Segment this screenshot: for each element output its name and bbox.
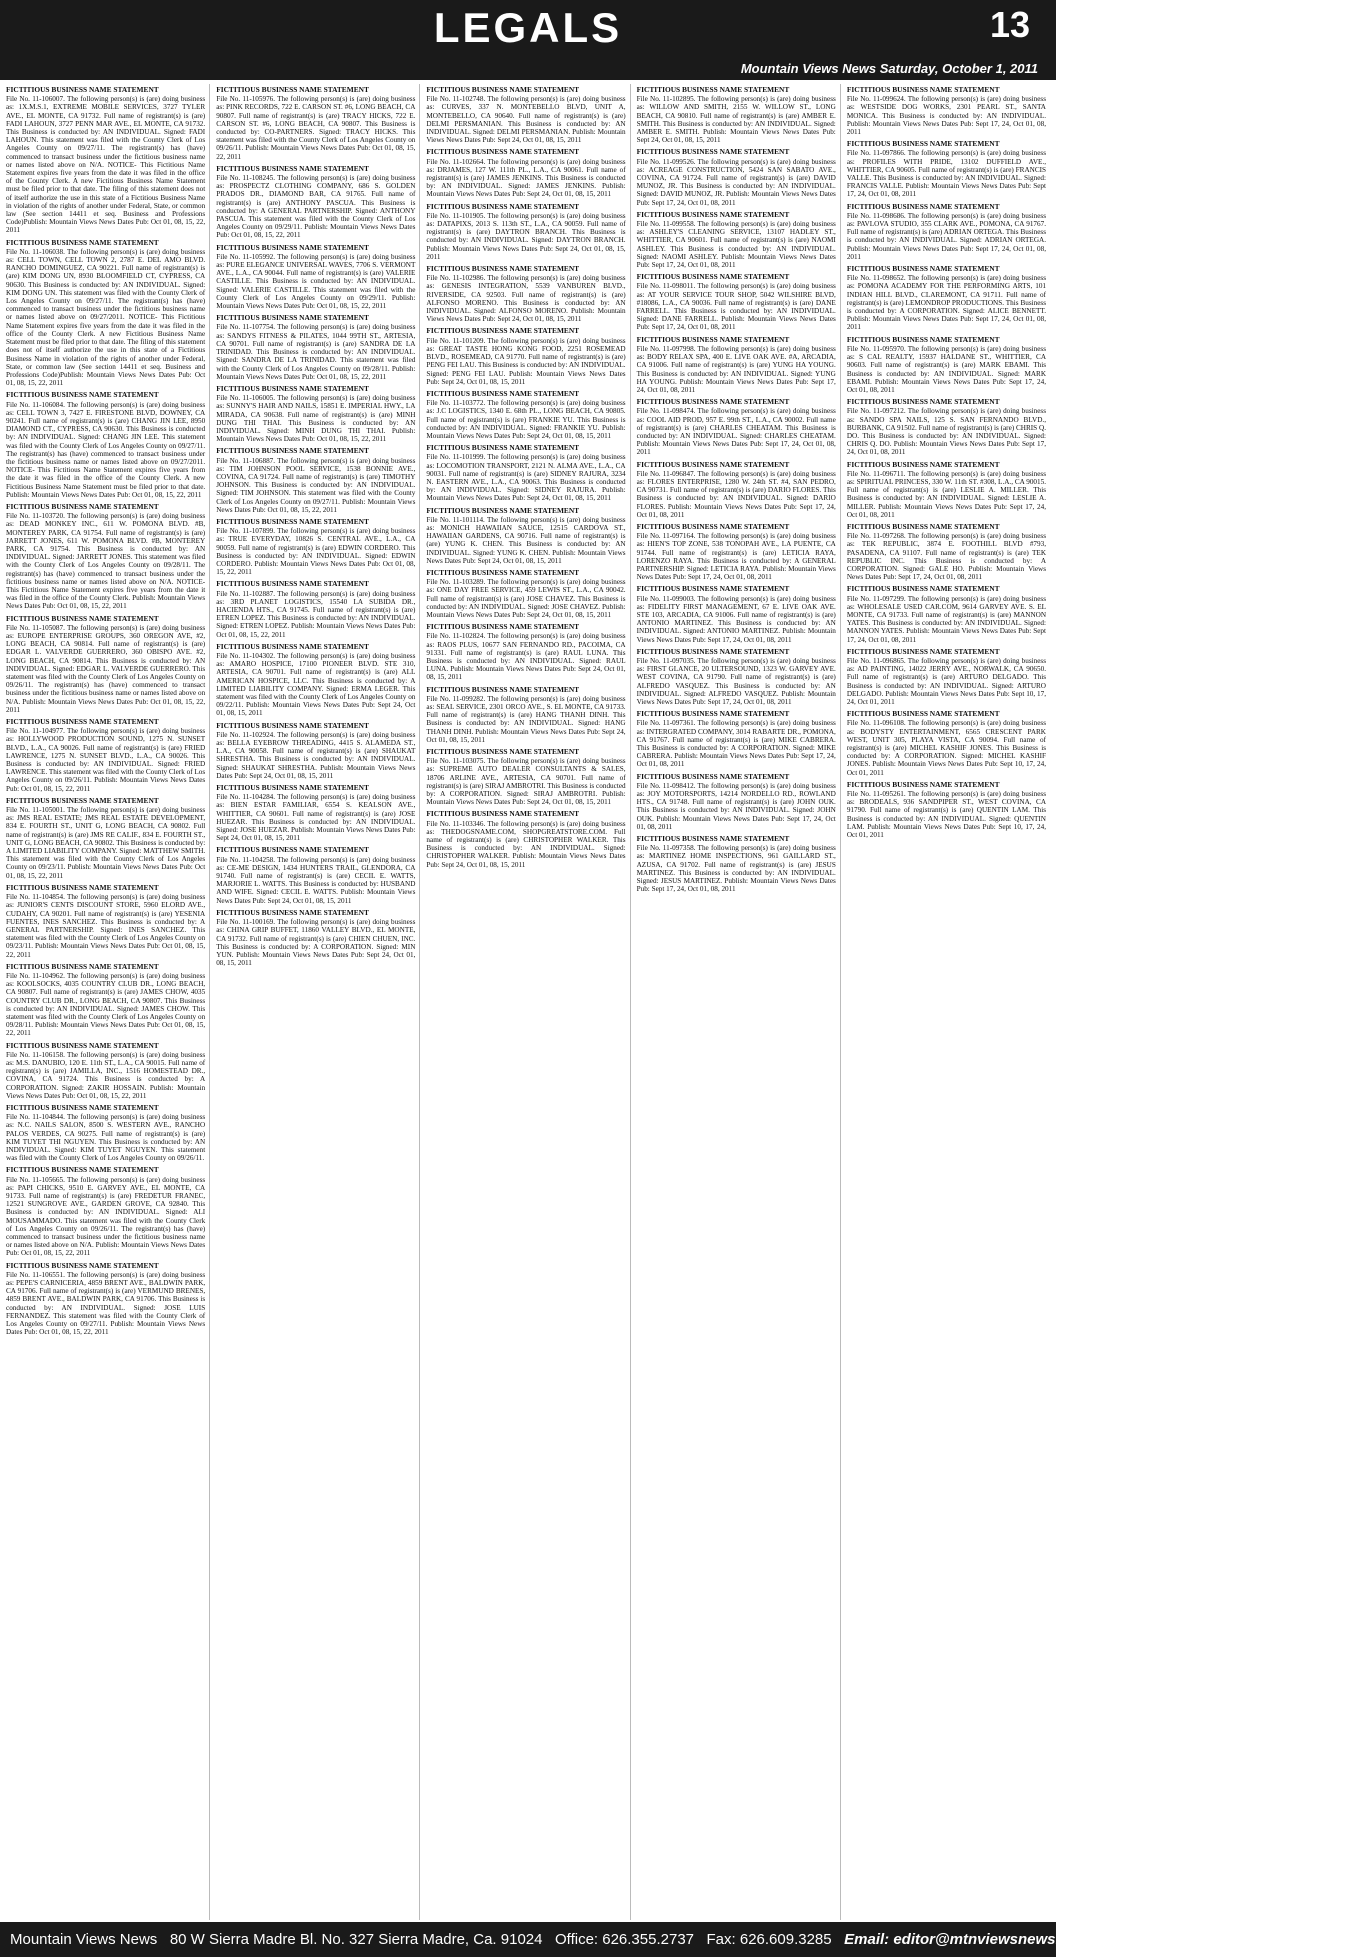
notice-heading: FICTITIOUS BUSINESS NAME STATEMENT	[6, 390, 159, 400]
notice-body: File No. 11-103772. The following person(s) is (are) doing business as: J.C LOGISTICS, 1340 E. 68th PL., LONG BEACH, CA 90805. Full name of registrant(s) is (are) FRANKIE YU. This Business is conducted by: AN INDIVIDUAL. Signed: FRANKIE YU. Publish: Mountain Views News Dates Pub: Sept 24, Oct 01, 08, 15, 2011	[426, 399, 626, 440]
legal-notice	[6, 391, 205, 499]
notice-heading: FICTITIOUS BUSINESS NAME STATEMENT	[846, 264, 1000, 274]
legal-notice	[847, 86, 1046, 136]
notice-body: File No. 11-107754. The following person(s) is (are) doing business as: SANDYS FITNESS & PILATES, 1044 99TH ST., ARTESIA, CA 90701. Full name of registrant(s) is (are) SANDRA DE LA TRINIDAD. This Business is conducted by: AN INDIVIDUAL. Signed: SANDRA DE LA TRINIDAD. This statement was filed with the County Clerk of Los Angeles County on 09/28/11. Publish: Mountain Views News Dates Pub: Oct 01, 08, 15, 22, 2011	[216, 323, 416, 381]
notice-heading: FICTITIOUS BUSINESS NAME STATEMENT	[426, 326, 580, 336]
legal-notice	[426, 569, 625, 619]
legal-notice	[216, 722, 415, 780]
notice-heading: FICTITIOUS BUSINESS NAME STATEMENT	[636, 584, 790, 594]
notice-heading: FICTITIOUS BUSINESS NAME STATEMENT	[426, 147, 580, 157]
notice-body: File No. 11-097164. The following person(s) is (are) doing business as: HIEN'S TOP ZONE, 538 TONOPAH AVE., LA PUENTE, CA 91744. Full name of registrant(s) is (are) LETICIA RAYA, LORENZO RAYA. This Business is conducted by: A GENERAL PARTNERSHIP. Signed: LETICIA RAYA. Publish: Mountain Views News Dates Pub: Sept 17, 24, Oct 01, 08, 2011	[636, 532, 836, 582]
notice-heading: FICTITIOUS BUSINESS NAME STATEMENT	[216, 163, 369, 173]
notice-body: File No. 11-103346. The following person(s) is (are) doing business as: THEDOGSNAME.COM, SHOPGREATSTORE.COM. Full name of registrant(s) is (are) CHRISTOPHER WALKER. This Business is conducted by: AN INDIVIDUAL. Signed: CHRISTOPHER WALKER. Publish: Mountain Views News Dates Pub: Sept 24, Oct 01, 08, 15, 2011	[426, 819, 626, 869]
notice-heading: FICTITIOUS BUSINESS NAME STATEMENT	[846, 646, 1000, 656]
notice-body: File No. 11-103075. The following person(s) is (are) doing business as: SUPREME AUTO DEALER CONSULTANTS & SALES, 18706 ARLINE AVE., ARTESIA, CA 90701. Full name of registrant(s) is (are) SIRAJ AMBROTRI. This Business is conducted by: A CORPORATION. Signed: SIRAJ AMBROTRI. Publish: Mountain Views News Dates Pub: Sept 24, Oct 01, 08, 15, 2011	[426, 757, 626, 807]
notice-body: File No. 11-105001. The following person(s) is (are) doing business as: JMS REAL ESTATE; JMS REAL ESTATE DEVELOPMENT, 834 E. FOURTH ST., UNIT G, LONG BEACH, CA 90802. Full name of registrant(s) is (are) JMS RE CALIF., 834 E. FOURTH ST., UNIT G, LONG BEACH, CA 90802. This Business is conducted by: A LIMITED LIABILITY COMPANY. Signed: MATTHEW SMITH. This statement was filed with the County Clerk of Los Angeles County on 09/23/11. Publish: Mountain Views News Dates Pub: Oct 01, 08, 15, 22, 2011	[6, 806, 206, 880]
notice-body: File No. 11-101905. The following person(s) is (are) doing business as: DATAPIXS, 2013 S. 113th ST., L.A., CA 90059. Full name of registrant(s) is (are) DAYTRON BRANCH. This Business is conducted by: AN INDIVIDUAL. Signed: DAYTRON BRANCH. Publish: Mountain Views News Dates Pub: Sept 24, Oct 01, 08, 15, 2011	[426, 211, 626, 261]
legal-notice	[847, 398, 1046, 456]
notice-heading: FICTITIOUS BUSINESS NAME STATEMENT	[636, 834, 790, 844]
legal-notice	[6, 503, 205, 611]
notice-body: File No. 11-098011. The following person(s) is (are) doing business as: AT YOUR SERVICE TOUR SHOP, 5042 WILSHIRE BLVD, #18086, L.A., CA 90036. Full name of registrant(s) is (are) DANE FARRELL. This Business is conducted by: AN INDIVIDUAL. Signed: DANE FARRELL. Publish: Mountain Views News Dates Pub: Sept 17, 24, Oct 01, 08, 2011	[636, 282, 836, 332]
notice-heading: FICTITIOUS BUSINESS NAME STATEMENT	[846, 85, 1000, 94]
notice-heading: FICTITIOUS BUSINESS NAME STATEMENT	[846, 779, 1000, 789]
notice-body: File No. 11-105992. The following person(s) is (are) doing business as: PURE ELEGANCE UNIVERSAL WAVES, 7706 S. VERMONT AVE., L.A., CA 90044. Full name of registrant(s) is (are) VALERIE CASTILLE. This Business is conducted by: AN INDIVIDUAL. Signed: VALERIE CASTILLE. This statement was filed with the County Clerk of Los Angeles County on 09/29/11. Publish: Mountain Views News Dates Pub: Oct 01, 08, 15, 22, 2011	[216, 252, 416, 311]
notice-heading: FICTITIOUS BUSINESS NAME STATEMENT	[636, 646, 790, 656]
notice-body: File No. 11-108245. The following person(s) is (are) doing business as: PROSPECTZ CLOTHING COMPANY, 686 S. GOLDEN PRADOS DR., DIAMOND BAR, CA 91765. Full name of registrant(s) is (are) ANTHONY PASCUA. This Business is conducted by: A GENERAL PARTNERSHIP. Signed: ANTHONY PASCUA. This statement was filed with the County Clerk of Los Angeles County on 09/29/11. Publish: Mountain Views News Dates Pub: Oct 01, 08, 15, 22, 2011	[216, 174, 416, 240]
legal-notice	[637, 773, 836, 831]
notice-heading: FICTITIOUS BUSINESS NAME STATEMENT	[426, 747, 580, 757]
legal-notice	[426, 265, 625, 323]
notice-body: File No. 11-097358. The following person(s) is (are) doing business as: MARTINEZ HOME INSPECTIONS, 961 GAILLARD ST., AZUSA, CA 91702. Full name of registrant(s) is (are) JESUS MARTINEZ. This Business is conducted by: AN INDIVIDUAL. Signed: JESUS MARTINEZ. Publish: Mountain Views News Dates Pub: Sept 17, 24, Oct 01, 08, 2011	[636, 844, 836, 894]
notice-body: File No. 11-104844. The following person(s) is (are) doing business as: N.C. NAILS SALON, 8500 S. WESTERN AVE., RANCHO PALOS VERDES, CA 90275. Full name of registrant(s) is (are) KIM TUYET THI NGUYEN. This Business is conducted by: AN INDIVIDUAL. Signed: KIM TUYET NGUYEN. This statement was filed with the County Clerk of Los Angeles County on 09/26/11.	[6, 1113, 206, 1163]
column-1	[6, 84, 210, 1920]
notice-body: File No. 11-101209. The following person(s) is (are) doing business as: GREAT TASTE HONG KONG FOOD, 2251 ROSEMEAD BLVD., ROSEMEAD, CA 91770. Full name of registrant(s) is (are) PENG FEI LAU. This Business is conducted by: AN INDIVIDUAL. Signed: PENG FEI LAU. Publish: Mountain Views News Dates Pub: Sept 24, Oct 01, 08, 15, 2011	[426, 336, 626, 386]
footer-office: Office: 626.355.2737	[555, 1931, 694, 1948]
legal-notice	[847, 140, 1046, 198]
legal-notice	[216, 165, 415, 240]
footer-website[interactable]: Website: www.mtnviewsnews.com	[1103, 1931, 1349, 1948]
footer-masthead: Mountain Views News	[10, 1931, 158, 1948]
legal-notice	[216, 447, 415, 514]
legal-notice	[216, 244, 415, 311]
notice-heading: FICTITIOUS BUSINESS NAME STATEMENT	[216, 242, 369, 252]
notice-body: File No. 11-102986. The following person(s) is (are) doing business as: GENESIS INTEGRATION, 5539 VANBUREN BLVD., RIVERSIDE, CA 92503. Full name of registrant(s) is (are) ALFONSO MORENO. This Business is conducted by: AN INDIVIDUAL. Signed: ALFONSO MORENO. Publish: Mountain Views News Dates Pub: Sept 24, Oct 01, 08, 15, 2011	[426, 274, 626, 324]
notice-heading: FICTITIOUS BUSINESS NAME STATEMENT	[846, 521, 1000, 531]
notice-body: File No. 11-096865. The following person(s) is (are) doing business as: AD PAINTING, 14022 JERRY AVE., NORWALK, CA 90650. Full name of registrant(s) is (are) ARTURO DELGADO. This Business is conducted by: AN INDIVIDUAL. Signed: ARTURO DELGADO. Publish: Mountain Views News Dates Pub: Sept 10, 17, 24, Oct 01, 2011	[846, 657, 1047, 707]
notice-heading: FICTITIOUS BUSINESS NAME STATEMENT	[6, 1102, 159, 1112]
legal-notice	[847, 523, 1046, 581]
notice-body: File No. 11-104284. The following person(s) is (are) doing business as: BIEN ESTAR FAMILIAR, 6554 S. KEALSON AVE., WHITTIER, CA 90601. Full name of registrant(s) is (are) JOSE HUEZAR. This Business is conducted by: AN INDIVIDUAL. Signed: JOSE HUEZAR. Publish: Mountain Views News Dates Pub: Sept 24, Oct 01, 08, 15, 2011	[216, 793, 416, 843]
notice-body: File No. 11-095970. The following person(s) is (are) doing business as: S CAL REALTY, 15937 HALDANE ST., WHITTIER, CA 90603. Full name of registrant(s) is (are) MARK EBAMI. This Business is conducted by: AN INDIVIDUAL. Signed: MARK EBAMI. Publish: Mountain Views News Dates Pub: Sept 17, 24, Oct 01, 08, 2011	[846, 344, 1047, 394]
page-number: 13	[989, 4, 1030, 45]
column-5	[847, 84, 1050, 1920]
notice-body: File No. 11-097998. The following person(s) is (are) doing business as: BODY RELAX SPA, 400 E. LIVE OAK AVE. #A, ARCADIA, CA 91006. Full name of registrant(s) is (are) YUNG HA YOUNG. This Business is conducted by: AN INDIVIDUAL. Signed: YUNG HA YOUNG. Publish: Mountain Views News Dates Pub: Sept 17, 24, Oct 01, 08, 2011	[636, 344, 836, 394]
legal-notice	[6, 1262, 205, 1337]
footer-fax: Fax: 626.609.3285	[706, 1931, 832, 1948]
notice-body: File No. 11-097212. The following person(s) is (are) doing business as: SANDO SPA NAILS, 125 S. SAN FERNANDO BLVD., BURBANK, CA 91502. Full name of registrant(s) is (are) CHRIS Q. DO. This Business is conducted by: AN INDIVIDUAL. Signed: CHRIS Q. DO. Publish: Mountain Views News Dates Pub: Sept 17, 24, Oct 01, 08, 2011	[846, 407, 1047, 457]
notice-heading: FICTITIOUS BUSINESS NAME STATEMENT	[216, 313, 369, 323]
notice-body: File No. 11-099003. The following person(s) is (are) doing business as: FIDELITY FIRST MANAGEMENT, 67 E. LIVE OAK AVE. STE 103, ARCADIA, CA 91006. Full name of registrant(s) is (are) ANTONIO MARTINEZ. This Business is conducted by: AN INDIVIDUAL. Signed: ANTONIO MARTINEZ. Publish: Mountain Views News Dates Pub: Sept 17, 24, Oct 01, 08, 2011	[636, 594, 836, 644]
legal-notice	[6, 797, 205, 880]
notice-body: File No. 11-096108. The following person(s) is (are) doing business as: BODYSTY ENTERTAINMENT, 6565 CRESCENT PARK WEST, UNIT 305, PLAYA VISTA, CA 90094. Full name of registrant(s) is (are) MICHEL KASHIF JONES. This Business is conducted by: A CORPORATION. Signed: MICHEL KASHIF JONES. Publish: Mountain Views News Dates Pub: Sept 10, 17, 24, Oct 01, 2011	[846, 719, 1047, 777]
legal-notice	[847, 336, 1046, 394]
notice-body: File No. 11-101999. The following person(s) is (are) doing business as: LOCOMOTION TRANSPORT, 2121 N. ALMA AVE., L.A., CA 90031. Full name of registrant(s) is (are) SIDNEY RAJURA, 3234 N. EASTERN AVE., L.A., CA 90063. This Business is conducted by: AN INDIVIDUAL. Signed: SIDNEY RAJURA. Publish: Mountain Views News Dates Pub: Sept 24, Oct 01, 08, 15, 2011	[426, 453, 626, 503]
notice-heading: FICTITIOUS BUSINESS NAME STATEMENT	[846, 334, 1000, 344]
legal-notice	[426, 148, 625, 198]
notice-body: File No. 11-106551. The following person(s) is (are) doing business as: PEPE'S CARNICERIA, 4859 BRENT AVE., BALDWIN PARK, CA 91706. Full name of registrant(s) is (are) VERMUND BRENES, 4859 BRENT AVE., BALDWIN PARK, CA 91706. This Business is conducted by: AN INDIVIDUAL. Signed: JOSE LUIS FERNANDEZ. This statement was filed with the County Clerk of Los Angeles County on 09/27/11. Publish: Mountain Views News Dates Pub: Oct 01, 08, 15, 22, 2011	[6, 1270, 206, 1337]
notice-heading: FICTITIOUS BUSINESS NAME STATEMENT	[216, 907, 369, 917]
legal-notice	[6, 718, 205, 793]
column-3	[426, 84, 630, 1920]
notice-body: File No. 11-098652. The following person(s) is (are) doing business as: POMONA ACADEMY FOR THE PERFORMING ARTS, 101 INDIAN HILL BLVD., CLAREMONT, CA 91711. Full name of registrant(s) is (are) LEMONDROP PRODUCTIONS. This Business is conducted by: A CORPORATION. Signed: ALICE BENNETT. Publish: Mountain Views News Dates Pub: Sept 17, 24, Oct 01, 08, 2011	[846, 274, 1047, 332]
notice-heading: FICTITIOUS BUSINESS NAME STATEMENT	[6, 961, 159, 971]
notice-heading: FICTITIOUS BUSINESS NAME STATEMENT	[216, 783, 369, 793]
notice-heading: FICTITIOUS BUSINESS NAME STATEMENT	[426, 505, 580, 515]
masthead-bar	[0, 0, 1056, 58]
notice-heading: FICTITIOUS BUSINESS NAME STATEMENT	[426, 567, 580, 577]
notice-heading: FICTITIOUS BUSINESS NAME STATEMENT	[846, 397, 1000, 407]
notice-body: File No. 11-103289. The following person(s) is (are) doing business as: ONE DAY FREE SERVICE, 459 LEWIS ST., L.A., CA 90042. Full name of registrant(s) is (are) JOSE CHAVEZ. This Business is conducted by: AN INDIVIDUAL. Signed: JOSE CHAVEZ. Publish: Mountain Views News Dates Pub: Sept 24, Oct 01, 08, 15, 2011	[426, 578, 626, 619]
notice-heading: FICTITIOUS BUSINESS NAME STATEMENT	[216, 383, 369, 393]
column-4	[637, 84, 841, 1920]
section-title: LEGALS	[433, 4, 623, 51]
notice-heading: FICTITIOUS BUSINESS NAME STATEMENT	[6, 1260, 159, 1270]
notice-heading: FICTITIOUS BUSINESS NAME STATEMENT	[846, 201, 1000, 211]
notice-heading: FICTITIOUS BUSINESS NAME STATEMENT	[846, 139, 1000, 149]
legal-notice	[426, 390, 625, 440]
notice-body: File No. 11-097035. The following person(s) is (are) doing business as: FIRST GLANCE, 20 ULTERSOUND, 1323 W. GARVEY AVE. WEST COVINA, CA 91790. Full name of registrant(s) is (are) ALFREDO VASQUEZ. This Business is conducted by: AN INDIVIDUAL. Signed: ALFREDO VASQUEZ. Publish: Mountain Views News Dates Pub: Sept 17, 24, Oct 01, 08, 2011	[636, 657, 836, 707]
legal-notice	[216, 385, 415, 443]
notice-body: File No. 11-102748. The following person(s) is (are) doing business as: CURVES, 337 N. MONTEBELLO BLVD, UNIT A, MONTEBELLO, CA 90640. Full name of registrant(s) is (are) DELMI PERSMANIAN. This Business is conducted by: AN INDIVIDUAL. Signed: DELMI PERSMANIAN. Publish: Mountain Views News Dates Pub: Sept 24, Oct 01, 08, 15, 2011	[426, 95, 626, 145]
legal-notice	[637, 648, 836, 706]
legal-notice	[426, 203, 625, 261]
notice-body: File No. 11-099558. The following person(s) is (are) doing business as: ASHLEY'S CLEANING SERVICE, 13107 HADLEY ST., WHITTIER, CA 90601. Full name of registrant(s) is (are) NAOMI ASHLEY. This Business is conducted by: AN INDIVIDUAL. Signed: NAOMI ASHLEY. Publish: Mountain Views News Dates Pub: Sept 17, 24, Oct 01, 08, 2011	[636, 220, 836, 270]
notice-heading: FICTITIOUS BUSINESS NAME STATEMENT	[426, 85, 580, 94]
legal-notice	[216, 643, 415, 718]
legal-notice	[426, 810, 625, 868]
notice-heading: FICTITIOUS BUSINESS NAME STATEMENT	[6, 717, 159, 727]
legal-notice	[6, 615, 205, 714]
dateline-bar	[0, 58, 1056, 80]
notice-body: File No. 11-107899. The following person(s) is (are) doing business as: TRUE EVERYDAY, 10826 S. CENTRAL AVE., L.A., CA 90059. Full name of registrant(s) is (are) EDWIN CORDERO. This Business is conducted by: AN INDIVIDUAL. Signed: EDWIN CORDERO. Publish: Mountain Views News Dates Pub: Oct 01, 08, 15, 22, 2011	[216, 527, 416, 577]
notice-heading: FICTITIOUS BUSINESS NAME STATEMENT	[216, 516, 369, 526]
notice-body: File No. 11-099526. The following person(s) is (are) doing business as: ACREAGE CONSTRUCTION, 5424 SAN SABATO AVE., COVINA, CA 91724. Full name of registrant(s) is (are) DAVID MUNOZ, JR. This Business is conducted by: AN INDIVIDUAL. Signed: DAVID MUNOZ, JR. Publish: Mountain Views News Dates Pub: Sept 17, 24, Oct 01, 08, 2011	[636, 157, 836, 207]
notice-heading: FICTITIOUS BUSINESS NAME STATEMENT	[426, 684, 580, 694]
notice-heading: FICTITIOUS BUSINESS NAME STATEMENT	[636, 272, 790, 282]
notice-heading: FICTITIOUS BUSINESS NAME STATEMENT	[6, 237, 159, 247]
notice-heading: FICTITIOUS BUSINESS NAME STATEMENT	[426, 809, 580, 819]
footer-bar	[0, 1922, 1349, 1957]
notice-body: File No. 11-104977. The following person(s) is (are) doing business as: HOLLYWOOD PRODUCTION SOUND, 1275 N. SUNSET BLVD., L.A., CA 90026. Full name of registrant(s) is (are) FRIED LAWRENCE, 1275 N. SUNSET BLVD., L.A., CA 90026. This Business is conducted by: AN INDIVIDUAL. Signed: FRIED LAWRENCE. This statement was filed with the County Clerk of Los Angeles County on 09/26/11. Publish: Mountain Views News Dates Pub: Oct 01, 08, 15, 22, 2011	[6, 727, 206, 793]
notice-heading: FICTITIOUS BUSINESS NAME STATEMENT	[846, 584, 1000, 594]
notice-body: File No. 11-106158. The following person(s) is (are) doing business as: M.S. DANUBIO, 120 E. 11th ST., L.A., CA 90015. Full name of registrant(s) is (are) JAMILLA, INC., 1516 HOMESTEAD DR., COVINA, CA 91724. This Business is conducted by: A CORPORATION. Signed: ZAKIR HOSSAIN. Publish: Mountain Views News Dates Pub: Oct 01, 08, 15, 22, 2011	[6, 1050, 206, 1100]
legal-notice	[216, 314, 415, 381]
notice-body: File No. 11-105976. The following person(s) is (are) doing business as: PINK RECORDS, 722 E. CARSON ST. #6, LONG BEACH, CA 90807. Full name of registrant(s) is (are) TRACY HICKS, 722 E. CARSON ST. #6, LONG BEACH, CA 90807. This Business is conducted by: CO-PARTNERS. Signed: TRACY HICKS. This statement was filed with the County Clerk of Los Angeles County on 09/26/11. Publish: Mountain Views News Dates Pub: Oct 01, 08, 15, 22, 2011	[216, 95, 416, 161]
legal-notice	[216, 846, 415, 904]
legal-notice	[216, 909, 415, 967]
notice-body: File No. 11-102895. The following person(s) is (are) doing business as: WILLOW AND SMITH, 2155 W. WILLOW ST., LONG BEACH, CA 90810. Full name of registrant(s) is (are) AMBER E. SMITH. This Business is conducted by: AN INDIVIDUAL. Signed: AMBER E. SMITH. Publish: Mountain Views News Dates Pub: Sept 24, Oct 01, 08, 15, 2011	[636, 95, 836, 145]
legal-notice	[426, 748, 625, 806]
legal-notice	[6, 884, 205, 959]
legal-notice	[216, 518, 415, 576]
notice-heading: FICTITIOUS BUSINESS NAME STATEMENT	[216, 579, 369, 589]
legal-notice	[216, 86, 415, 161]
legal-notice	[637, 461, 836, 519]
notice-heading: FICTITIOUS BUSINESS NAME STATEMENT	[426, 388, 580, 398]
notice-body: File No. 11-097866. The following person(s) is (are) doing business as: PROFILES WITH PRIDE, 13102 DUFFIELD AVE., WHITTIER, CA 90605. Full name of registrant(s) is (are) FRANCIS VALLE. This Business is conducted by: AN INDIVIDUAL. Signed: FRANCIS VALLE. Publish: Mountain Views News Dates Pub: Sept 17, 24, Oct 01, 08, 2011	[846, 149, 1047, 199]
notice-body: File No. 11-106038. The following person(s) is (are) doing business as: CELL TOWN, CELL TOWN 2, 2787 E. DEL AMO BLVD. RANCHO DOMINGUEZ, CA 90221. Full name of registrant(s) is (are) KIM DONG UN, 8930 BLOOMFIELD CT, CYPRESS, CA 90630. This Business is conducted by: AN INDIVIDUAL. Signed: KIM DONG UN. This statement was filed with the County Clerk of Los Angeles County on 09/27/11. The registrant(s) has (have) commenced to transact business under the fictitious business name or names listed above on 09/27/2011. NOTICE- This Fictitious Name Statement expires five years from the date it was filed in the office of the County Clerk. A new Fictitious Business Name Statement must be filed prior to that date. The filing of this statement does not of itself authorize the use in this state of a Fictitious Business Name in violation of the rights of another under Federal, State, or common law (See section 14411 et seq. Business and Professions Code)Publish: Mountain Views News Dates Pub: Oct 01, 08, 15, 22, 2011	[6, 247, 206, 388]
notice-body: File No. 11-097268. The following person(s) is (are) doing business as: TEK REPUBLIC, 3874 E. FOOTHILL BLVD #793, PASADENA, CA 91107. Full name of registrant(s) is (are) TEK REPUBLIC INC. This Business is conducted by: A CORPORATION. Signed: GALE HO. Publish: Mountain Views News Dates Pub: Sept 17, 24, Oct 01, 08, 2011	[846, 532, 1047, 582]
legal-columns	[6, 84, 1050, 1920]
legal-notice	[426, 507, 625, 565]
notice-body: File No. 11-098686. The following person(s) is (are) doing business as: PAVLOVA STUDIO, 355 CLARK AVE., POMONA, CA 91767. Full name of registrant(s) is (are) ADRIAN ORTEGA. This Business is conducted by: AN INDIVIDUAL. Signed: ADRIAN ORTEGA. Publish: Mountain Views News Dates Pub: Sept 17, 24, Oct 01, 08, 2011	[846, 211, 1047, 261]
legal-notice	[426, 327, 625, 385]
notice-body: File No. 11-097299. The following person(s) is (are) doing business as: WHOLESALE USED CAR.COM, 9614 GARVEY AVE. S. EL MONTE, CA 91733. Full name of registrant(s) is (are) MANNON YATES. This Business is conducted by: AN INDIVIDUAL. Signed: MANNON YATES. Publish: Mountain Views News Dates Pub: Sept 17, 24, Oct 01, 08, 2011	[846, 594, 1047, 644]
legal-notice	[637, 148, 836, 206]
notice-heading: FICTITIOUS BUSINESS NAME STATEMENT	[846, 459, 1000, 469]
notice-body: File No. 11-103720. The following person(s) is (are) doing business as: DEAD MONKEY INC., 611 W. POMONA BLVD. #B, MONTEREY PARK, CA 91754. Full name of registrant(s) is (are) JARRETT JONES, 611 W. POMONA BLVD. #B, MONTEREY PARK, CA 91754. This Business is conducted by: AN INDIVIDUAL. Signed: JARRETT JONES. This statement was filed with the County Clerk of Los Angeles County on 09/28/11. The registrant(s) has (have) commenced to transact business under the fictitious business name or names listed above on N/A. NOTICE- This Fictitious Name Statement expires five years from the date it was filed in the office of the County Clerk. Publish: Mountain Views News Dates Pub: Oct 01, 08, 15, 22, 2011	[6, 512, 206, 611]
notice-body: File No. 11-097361. The following person(s) is (are) doing business as: INTERGRATED COMPANY, 3014 RABARTE DR., POMONA, CA 91767. Full name of registrant(s) is (are) MIKE CABRERA. This Business is conducted by: A CORPORATION. Signed: MIKE CABRERA. Publish: Mountain Views News Dates Pub: Sept 17, 24, Oct 01, 08, 2011	[636, 719, 836, 769]
legal-notice	[637, 835, 836, 893]
notice-body: File No. 11-105665. The following person(s) is (are) doing business as: PAPI CHICKS, 9510 E. GARVEY AVE., EL MONTE, CA 91733. Full name of registrant(s) is (are) FREDETUR FRANEC, 12521 SUNGROVE AVE., GARDEN GROVE, CA 92840. This Business is conducted by: AN INDIVIDUAL. Signed: ALI MOUSAMMADO. This statement was filed with the County Clerk of Los Angeles County on 09/26/11. The registrant(s) has (have) commenced to transact business under the fictitious business name or names listed above on N/A. Publish: Mountain Views News Dates Pub: Oct 01, 08, 15, 22, 2011	[6, 1175, 206, 1258]
footer-address: 80 W Sierra Madre Bl. No. 327 Sierra Madre, Ca. 91024	[169, 1931, 543, 1948]
column-2	[216, 84, 420, 1920]
notice-heading: FICTITIOUS BUSINESS NAME STATEMENT	[636, 85, 790, 94]
notice-body: File No. 11-104962. The following person(s) is (are) doing business as: KOOLSOCKS, 4035 COUNTRY CLUB DR., LONG BEACH, CA 90807. Full name of registrant(s) is (are) JAMES CHOW, 4035 COUNTRY CLUB DR., LONG BEACH, CA 90807. This Business is conducted by: AN INDIVIDUAL. Signed: JAMES CHOW. This statement was filed with the County Clerk of Los Angeles County on 09/28/11. Publish: Mountain Views News Dates Pub: Oct 01, 08, 15, 22, 2011	[6, 971, 206, 1038]
notice-body: File No. 11-106005. The following person(s) is (are) doing business as: SUNNY'S HAIR AND NAILS, 15851 E. IMPERIAL HWY., LA MIRADA, CA 90638. Full name of registrant(s) is (are) MINH DUNG THI THAI. This Business is conducted by: AN INDIVIDUAL. Signed: MINH DUNG THI THAI. Publish: Mountain Views News Dates Pub: Oct 01, 08, 15, 22, 2011	[216, 394, 416, 444]
legal-notice	[426, 623, 625, 681]
legal-notice	[847, 203, 1046, 261]
notice-heading: FICTITIOUS BUSINESS NAME STATEMENT	[636, 209, 790, 219]
notice-body: File No. 11-099282. The following person(s) is (are) doing business as: SEAL SERVICE, 2301 ORCO AVE., S. EL MONTE, CA 91733. Full name of registrant(s) is (are) HANG THANH DINH. This Business is conducted by: AN INDIVIDUAL. Signed: HANG THANH DINH. Publish: Mountain Views News Dates Pub: Sept 24, Oct 01, 08, 15, 2011	[426, 694, 626, 744]
legal-notice	[6, 1042, 205, 1100]
notice-body: File No. 11-101114. The following person(s) is (are) doing business as: MONICH HAWAIIAN SAUCE, 12515 CARDOVA ST., HAWAIIAN GARDENS, CA 90716. Full name of registrant(s) is (are) YUNG K. CHEN. This Business is conducted by: AN INDIVIDUAL. Signed: YUNG K. CHEN. Publish: Mountain Views News Dates Pub: Sept 24, Oct 01, 08, 15, 2011	[426, 515, 626, 565]
legal-notice	[216, 580, 415, 638]
notice-heading: FICTITIOUS BUSINESS NAME STATEMENT	[216, 446, 369, 456]
legal-notice	[426, 444, 625, 502]
notice-body: File No. 11-104302. The following person(s) is (are) doing business as: AMARO HOSPICE, 17100 PIONEER BLVD. STE 310, ARTESIA, CA 90701. Full name of registrant(s) is (are) ALL AMERICAN HOSPICE, LLC. This Business is conducted by: A LIMITED LIABILITY COMPANY. Signed: ERMA LEGER. This statement was filed with the County Clerk of Los Angeles County on 09/22/11. Publish: Mountain Views News Dates Pub: Sept 24, Oct 01, 08, 15, 2011	[216, 652, 416, 718]
notice-body: File No. 11-095261. The following person(s) is (are) doing business as: BRODEALS, 936 SANDPIPER ST., WEST COVINA, CA 91790. Full name of registrant(s) is (are) QUENTIN LAM. This Business is conducted by: AN INDIVIDUAL. Signed: QUENTIN LAM. Publish: Mountain Views News Dates Pub: Sept 10, 17, 24, Oct 01, 2011	[846, 790, 1047, 840]
legal-notice	[847, 648, 1046, 706]
notice-body: File No. 11-106887. The following person(s) is (are) doing business as: TIM JOHNSON POOL SERVICE, 1538 BONNIE AVE., COVINA, CA 91724. Full name of registrant(s) is (are) TIMOTHY JOHNSON. This Business is conducted by: AN INDIVIDUAL. Signed: TIM JOHNSON. This statement was filed with the County Clerk of Los Angeles County on 09/27/11. Publish: Mountain Views News Dates Pub: Oct 01, 08, 15, 22, 2011	[216, 456, 416, 514]
notice-heading: FICTITIOUS BUSINESS NAME STATEMENT	[6, 85, 159, 94]
legal-notice	[637, 585, 836, 643]
legal-notice	[637, 336, 836, 394]
notice-body: File No. 11-096847. The following person(s) is (are) doing business as: FLORES ENTERPRISE, 1280 W. 24th ST. #4, SAN PEDRO, CA 90731. Full name of registrant(s) is (are) DARIO FLORES. This Business is conducted by: AN INDIVIDUAL. Signed: DARIO FLORES. Publish: Mountain Views News Dates Pub: Sept 17, 24, Oct 01, 08, 2011	[636, 469, 836, 519]
footer-email[interactable]: Email: editor@mtnviewsnews.com	[844, 1931, 1091, 1948]
notice-heading: FICTITIOUS BUSINESS NAME STATEMENT	[6, 501, 159, 511]
legal-notice	[847, 585, 1046, 643]
legal-notice	[637, 710, 836, 768]
legal-notice	[847, 781, 1046, 839]
notice-heading: FICTITIOUS BUSINESS NAME STATEMENT	[6, 882, 159, 892]
legal-notice	[847, 461, 1046, 519]
notice-heading: FICTITIOUS BUSINESS NAME STATEMENT	[426, 443, 580, 453]
dateline: Mountain Views News Saturday, October 1, 2011	[740, 61, 1038, 76]
notice-body: File No. 11-098474. The following person(s) is (are) doing business as: COOL AID PROD, 957 E. 99th ST., L.A., CA 90002. Full name of registrant(s) is (are) CHARLES CHEATAM. This Business is conducted by: AN INDIVIDUAL. Signed: CHARLES CHEATAM. Publish: Mountain Views News Dates Pub: Sept 17, 24, Oct 01, 08, 2011	[636, 407, 836, 457]
notice-body: File No. 11-102664. The following person(s) is (are) doing business as: DRJAMES, 127 W. 111th PL., L.A., CA 90061. Full name of registrant(s) is (are) JAMES JENKINS. This Business is conducted by: AN INDIVIDUAL. Signed: JAMES JENKINS. Publish: Mountain Views News Dates Pub: Sept 24, Oct 01, 08, 15, 2011	[426, 157, 626, 199]
notice-body: File No. 11-098412. The following person(s) is (are) doing business as: JOY MOTORSPORTS, 14214 NORDELLO RD., ROWLAND HTS., CA 91748. Full name of registrant(s) is (are) JOHN OUK. This Business is conducted by: AN INDIVIDUAL. Signed: JOHN OUK. Publish: Mountain Views News Dates Pub: Sept 17, 24, Oct 01, 08, 2011	[636, 781, 836, 831]
notice-heading: FICTITIOUS BUSINESS NAME STATEMENT	[636, 397, 790, 407]
notice-body: File No. 11-096711. The following person(s) is (are) doing business as: SPIRITUAL PRINCESS, 330 W. 11th ST. #308, L.A., CA 90015. Full name of registrant(s) is (are) LESLIE A. MILLER. This Business is conducted by: AN INDIVIDUAL. Signed: LESLIE A. MILLER. Publish: Mountain Views News Dates Pub: Sept 17, 24, Oct 01, 08, 2011	[846, 469, 1047, 519]
notice-body: File No. 11-102824. The following person(s) is (are) doing business as: RAOS PLUS, 10677 SAN FERNANDO RD., PACOIMA, CA 91331. Full name of registrant(s) is (are) RAUL LUNA. This Business is conducted by: AN INDIVIDUAL. Signed: RAUL LUNA. Publish: Mountain Views News Dates Pub: Sept 24, Oct 01, 08, 15, 2011	[426, 632, 626, 682]
notice-heading: FICTITIOUS BUSINESS NAME STATEMENT	[216, 641, 369, 651]
legal-notice	[6, 86, 205, 235]
footer-text	[10, 1931, 1349, 1948]
legal-notice	[6, 1166, 205, 1257]
legal-notice	[847, 710, 1046, 777]
notice-body: File No. 11-102924. The following person(s) is (are) doing business as: BELLA EYEBROW THREADING, 4415 S. ALAMEDA ST., L.A., CA 90058. Full name of registrant(s) is (are) SHAUKAT SHRESTHA. This Business is conducted by: AN INDIVIDUAL. Signed: SHAUKAT SHRESTHA. Publish: Mountain Views News Dates Pub: Sept 24, Oct 01, 08, 15, 2011	[216, 730, 416, 780]
notice-heading: FICTITIOUS BUSINESS NAME STATEMENT	[216, 845, 369, 855]
legal-notice	[637, 211, 836, 269]
notice-heading: FICTITIOUS BUSINESS NAME STATEMENT	[846, 709, 1000, 719]
notice-heading: FICTITIOUS BUSINESS NAME STATEMENT	[6, 1040, 159, 1050]
legal-notice	[426, 86, 625, 144]
notice-heading: FICTITIOUS BUSINESS NAME STATEMENT	[216, 720, 369, 730]
legal-notice	[637, 523, 836, 581]
notice-heading: FICTITIOUS BUSINESS NAME STATEMENT	[636, 771, 790, 781]
legal-notice	[6, 1104, 205, 1162]
notice-heading: FICTITIOUS BUSINESS NAME STATEMENT	[216, 85, 369, 94]
notice-body: File No. 11-106084. The following person(s) is (are) doing business as: CELL TOWN 3, 7427 E. FIRESTONE BLVD, DOWNEY, CA 90241. Full name of registrant(s) is (are) CHANG JIN LEE, 8950 DIAMOND CT., CYPRESS, CA 90630. This Business is conducted by: AN INDIVIDUAL. Signed: CHANG JIN LEE. This statement was filed with the County Clerk of Los Angeles County on 09/27/11. The registrant(s) has (have) commenced to transact business under the fictitious business name or names listed above on 09/27/2011. NOTICE- This Fictitious Name Statement expires five years from the date it was filed in the office of the County Clerk. A new Fictitious Business Name Statement must be filed prior to that date. Publish: Mountain Views News Dates Pub: Oct 01, 08, 15, 22, 2011	[6, 400, 206, 499]
notice-body: File No. 11-106007. The following person(s) is (are) doing business as: 1X.M.S.1, EXTREME MOBILE SERVICES, 3727 TYLER AVE., EL MONTE, CA 91732. Full name of registrant(s) is (are) FADI LAHOUN, 3727 PENN MAR AVE., EL MONTE, CA 91732. This Business is conducted by: AN INDIVIDUAL. Signed: FADI LAHOUN. This statement was filed with the County Clerk of Los Angeles County on 09/27/11. The registrant(s) has (have) commenced to transact business under the fictitious business name or names listed above on N/A. NOTICE- This Fictitious Name Statement expires five years from the date it was filed in the office of the County Clerk. A new Fictitious Business Name Statement must be filed prior to that date. The filing of this statement does not of itself authorize the use in this state of a Fictitious Business Name in violation of the rights of another under Federal, State, or common law (See section 14411 et seq. Business and Professions Code)Publish: Mountain Views News Dates Pub: Oct 01, 08, 15, 22, 2011	[6, 95, 206, 235]
legal-notice	[637, 86, 836, 144]
legal-notice	[637, 398, 836, 456]
notice-heading: FICTITIOUS BUSINESS NAME STATEMENT	[636, 521, 790, 531]
notice-heading: FICTITIOUS BUSINESS NAME STATEMENT	[6, 795, 159, 805]
notice-heading: FICTITIOUS BUSINESS NAME STATEMENT	[636, 147, 790, 157]
notice-body: File No. 11-102887. The following person(s) is (are) doing business as: 3RD PLANET LOGISTICS, 15540 LA SUBIDA DR., HACIENDA HTS., CA 91745. Full name of registrant(s) is (are) ETREN LOPEZ. This Business is conducted by: AN INDIVIDUAL. Signed: ETREN LOPEZ. Publish: Mountain Views News Dates Pub: Oct 01, 08, 15, 22, 2011	[216, 589, 416, 639]
legal-notice	[847, 265, 1046, 332]
notice-heading: FICTITIOUS BUSINESS NAME STATEMENT	[426, 622, 580, 632]
notice-heading: FICTITIOUS BUSINESS NAME STATEMENT	[426, 201, 580, 211]
notice-body: File No. 11-104854. The following person(s) is (are) doing business as: JUNIOR'S CENTS DISCOUNT STORE, 5960 ELORD AVE., CUDAHY, CA 90201. Full name of registrant(s) is (are) YESENIA FUENTES, INES SANCHEZ. This Business is conducted by: A GENERAL PARTNERSHIP. Signed: INES SANCHEZ. This statement was filed with the County Clerk of Los Angeles County on 09/23/11. Publish: Mountain Views News Dates Pub: Oct 01, 08, 15, 22, 2011	[6, 893, 206, 959]
notice-body: File No. 11-104258. The following person(s) is (are) doing business as: CE-ME DESIGN, 1434 HUNTERS TRAIL, GLENDORA, CA 91740. Full name of registrant(s) is (are) CECIL E. WATTS, MARJORIE L. WATTS. This Business is conducted by: HUSBAND AND WIFE. Signed: CECIL E. WATTS. Publish: Mountain Views News Dates Pub: Sept 24, Oct 01, 08, 15, 2011	[216, 855, 416, 905]
notice-body: File No. 11-099624. The following person(s) is (are) doing business as: WESTSIDE DOG WORKS, 2301 PEARL ST., SANTA MONICA. This Business is conducted by: AN INDIVIDUAL. Publish: Mountain Views News Dates Pub: Sept 17, 24, Oct 01, 08, 2011	[846, 95, 1047, 137]
notice-heading: FICTITIOUS BUSINESS NAME STATEMENT	[426, 264, 580, 274]
notice-heading: FICTITIOUS BUSINESS NAME STATEMENT	[636, 459, 790, 469]
legal-notice	[426, 686, 625, 744]
notice-heading: FICTITIOUS BUSINESS NAME STATEMENT	[636, 334, 790, 344]
legal-notice	[216, 784, 415, 842]
notice-heading: FICTITIOUS BUSINESS NAME STATEMENT	[6, 613, 159, 623]
notice-heading: FICTITIOUS BUSINESS NAME STATEMENT	[6, 1165, 159, 1175]
notice-heading: FICTITIOUS BUSINESS NAME STATEMENT	[636, 709, 790, 719]
legal-notice	[6, 963, 205, 1038]
notice-body: File No. 11-105087. The following person(s) is (are) doing business as: EUROPE ENTERPRISE GROUPS, 360 OREGON AVE, #2, LONG BEACH, CA 90814. Full name of registrant(s) is (are) EDGAR L. VALVERDE GUERRERO, 360 OBISPO AVE. #2, LONG BEACH, CA 90814. This Business is conducted by: AN INDIVIDUAL. Signed: EDGAR L. VALVERDE GUERRERO. This statement was filed with the County Clerk of Los Angeles County on 09/26/11. The registrant(s) has (have) commenced to transact business under the fictitious business name or names listed above on N/A. Publish: Mountain Views News Dates Pub: Oct 01, 08, 15, 22, 2011	[6, 623, 206, 714]
legal-notice	[637, 273, 836, 331]
legal-notice	[6, 239, 205, 388]
notice-body: File No. 11-100169. The following person(s) is (are) doing business as: CHINA GRIP BUFFET, 11860 VALLEY BLVD., EL MONTE, CA 91732. Full name of registrant(s) is (are) CHIEN CHUEN, INC. This Business is conducted by: A CORPORATION. Signed: MIN YUN. Publish: Mountain Views News Dates Pub: Sept 24, Oct 01, 08, 15, 2011	[216, 918, 416, 968]
